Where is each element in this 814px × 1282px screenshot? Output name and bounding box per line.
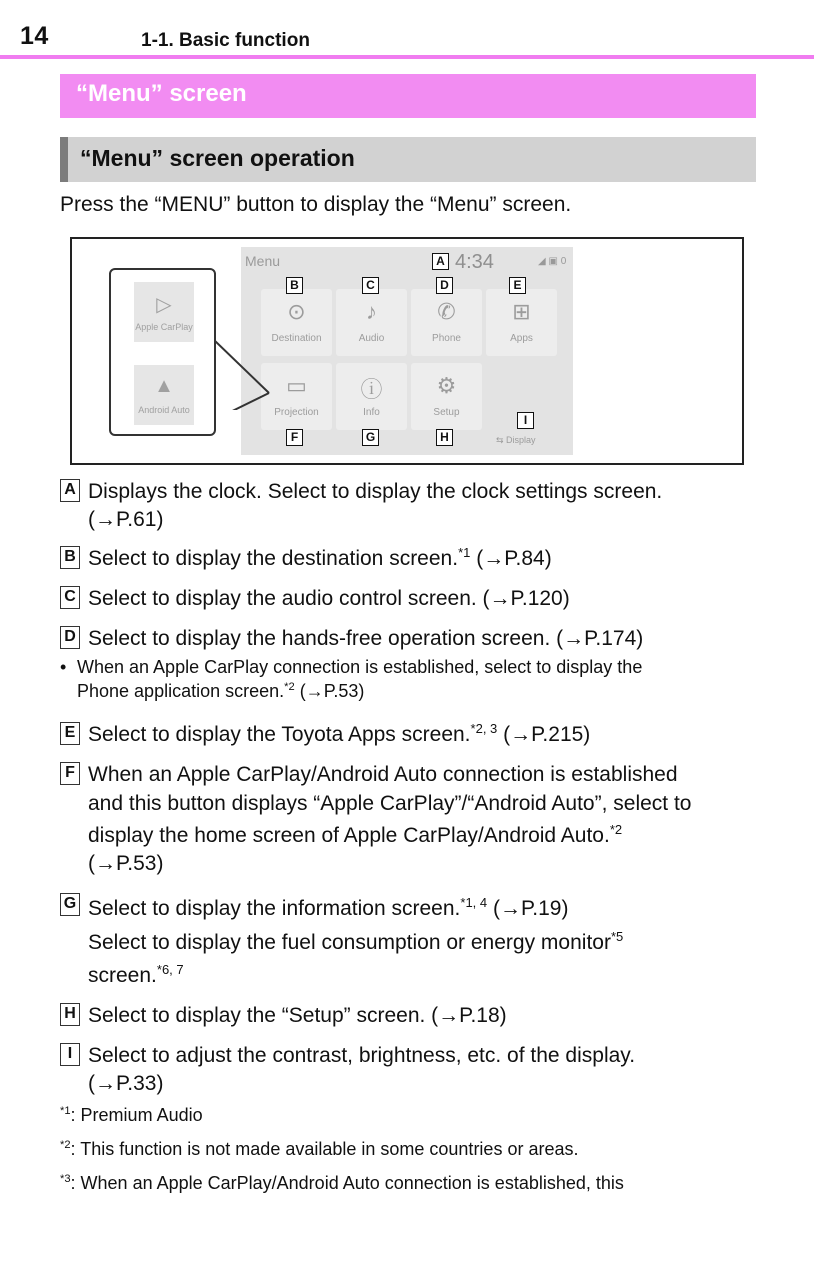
tile-label: Apps xyxy=(510,333,533,344)
item-f-text: When an Apple CarPlay/Android Auto connection is established and this button displays “Apple CarPlay”/“Android Auto”, select to display the home screen of Apple CarPlay/Android Auto.$^{*2}$ (→P.53) xyxy=(88,763,692,876)
audio-tile[interactable] xyxy=(336,289,407,356)
tag-h: H xyxy=(60,1003,80,1026)
apps-grid-icon: ⊞ xyxy=(512,299,531,324)
footnote-2: $^{*2}$: This function is not made available in some countries or areas. xyxy=(60,1139,579,1159)
tag-b: B xyxy=(60,546,80,569)
gear-icon: ⚙ xyxy=(436,373,457,398)
item-d-text: Select to display the hands-free operation screen. (→P.174) xyxy=(88,627,644,650)
bullet: • xyxy=(60,657,67,677)
tag-c: C xyxy=(60,586,80,609)
clock-display[interactable]: 4:34 xyxy=(455,251,494,273)
subsection-title: “Menu” screen operation xyxy=(80,145,355,171)
item-c-text: Select to display the audio control screen. (→P.120) xyxy=(88,587,570,610)
callout-pointer xyxy=(214,330,274,410)
status-icons: ◢ ▣ 0 xyxy=(538,256,567,267)
phone-tile[interactable] xyxy=(411,289,482,356)
item-d-note: When an Apple CarPlay connection is established, select to display the Phone application screen.$^{*2}$ (→P.53) xyxy=(77,657,643,702)
android-auto-tile[interactable] xyxy=(134,365,194,425)
tile-label: Projection xyxy=(274,407,319,418)
music-note-icon: ♪ xyxy=(366,299,377,324)
footnote-1: $^{*1}$: Premium Audio xyxy=(60,1105,203,1125)
side-tile-label: Android Auto xyxy=(138,405,190,415)
info-icon: ⓘ xyxy=(360,377,383,402)
map-pin-icon: ⊙ xyxy=(287,299,306,324)
item-g-text: Select to display the information screen.$^{*1, 4}$ (→P.19) Select to display the fuel consumption or energy monitor$^{*5}$ screen.$^{*6, 7}$ xyxy=(88,895,624,988)
item-i-text: Select to adjust the contrast, brightness, etc. of the display. (→P.33) xyxy=(88,1044,636,1096)
callout-d: D xyxy=(436,277,453,294)
tile-label: Phone xyxy=(432,333,461,344)
section-reference: 1-1. Basic function xyxy=(141,30,310,51)
callout-a: A xyxy=(432,253,449,270)
tile-label: Audio xyxy=(358,333,385,344)
callout-i: I xyxy=(517,412,534,429)
display-icon: ⇆ xyxy=(496,435,507,445)
header-rule xyxy=(0,55,814,59)
section-title-band xyxy=(60,74,756,118)
tile-label: Setup xyxy=(433,407,460,418)
callout-g: G xyxy=(362,429,379,446)
info-tile[interactable] xyxy=(336,363,407,430)
callout-f: F xyxy=(286,429,303,446)
subsection-title-band xyxy=(60,137,756,182)
section-title: “Menu” screen xyxy=(76,80,247,107)
side-tile-label: Apple CarPlay xyxy=(135,322,193,332)
callout-e: E xyxy=(509,277,526,294)
apps-tile[interactable] xyxy=(486,289,557,356)
callout-c: C xyxy=(362,277,379,294)
callout-h: H xyxy=(436,429,453,446)
android-auto-icon: ▲ xyxy=(154,375,174,397)
apple-carplay-tile[interactable] xyxy=(134,282,194,342)
item-e-text: Select to display the Toyota Apps screen.$^{*2, 3}$ (→P.215) xyxy=(88,721,591,746)
play-circle-icon: ▷ xyxy=(156,294,172,316)
tag-e: E xyxy=(60,722,80,745)
display-button[interactable] xyxy=(496,435,536,446)
tile-label: Destination xyxy=(271,333,322,344)
phone-icon: ✆ xyxy=(437,299,456,324)
tag-f: F xyxy=(60,762,80,785)
item-h-text: Select to display the “Setup” screen. (→P.18) xyxy=(88,1004,507,1027)
item-a-text: Displays the clock. Select to display the clock settings screen. (→P.61) xyxy=(88,480,663,532)
footnote-3: $^{*3}$: When an Apple CarPlay/Android Auto connection is established, this xyxy=(60,1173,624,1193)
tag-g: G xyxy=(60,893,80,916)
intro-text: Press the “MENU” button to display the “Menu” screen. xyxy=(60,193,572,216)
tag-a: A xyxy=(60,479,80,502)
item-b-text: Select to display the destination screen.$^{*1}$ (→P.84) xyxy=(88,545,552,570)
screen-title: Menu xyxy=(245,253,281,269)
projection-icon: ▭ xyxy=(286,373,307,398)
page-number: 14 xyxy=(20,22,49,50)
callout-b: B xyxy=(286,277,303,294)
setup-tile[interactable] xyxy=(411,363,482,430)
tag-d: D xyxy=(60,626,80,649)
tag-i: I xyxy=(60,1043,80,1066)
tile-label: Info xyxy=(363,407,380,418)
display-button-label: Display xyxy=(506,435,536,445)
